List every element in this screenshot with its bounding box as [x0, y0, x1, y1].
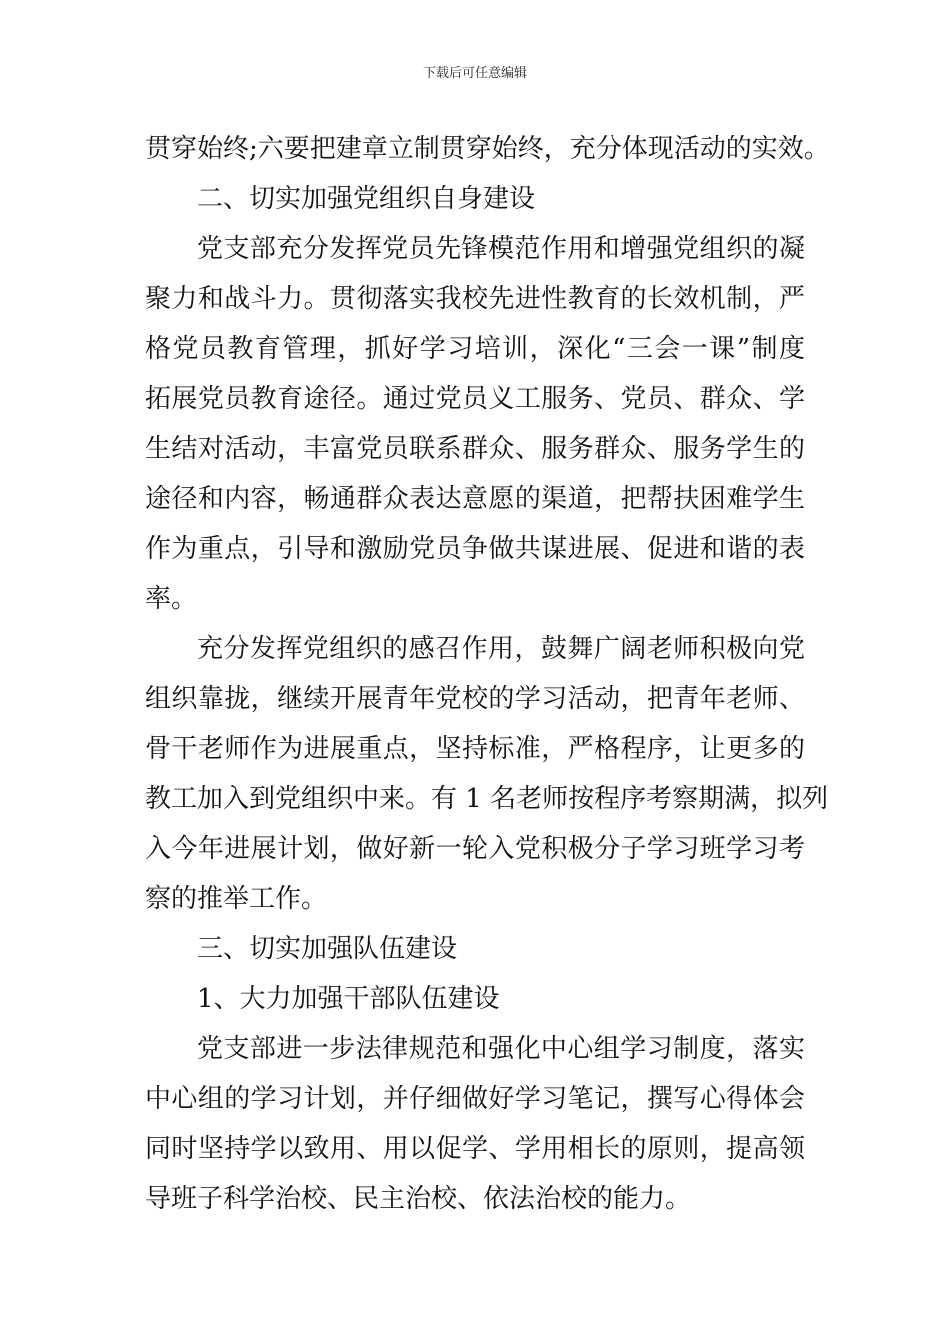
- body-line: 中心组的学习计划，并仔细做好学习笔记，撰写心得体会: [145, 1084, 805, 1114]
- body-line: 骨干老师作为进展重点，坚持标准，严格程序，让更多的: [145, 734, 805, 764]
- body-line: 途径和内容，畅通群众表达意愿的渠道，把帮扶困难学生: [145, 484, 805, 514]
- section-heading: 三、切实加强队伍建设: [197, 934, 458, 964]
- body-line: 拓展党员教育途径。通过党员义工服务、党员、群众、学: [145, 384, 805, 414]
- body-line: 教工加入到党组织中来。有 1 名老师按程序考察期满，拟列: [145, 784, 829, 814]
- body-line: 率。: [145, 584, 198, 614]
- body-line: 察的推举工作。: [145, 884, 328, 914]
- body-line: 充分发挥党组织的感召作用，鼓舞广阔老师积极向党: [197, 634, 805, 664]
- body-line: 入今年进展计划，做好新一轮入党积极分子学习班学习考: [145, 834, 805, 864]
- body-line: 格党员教育管理，抓好学习培训，深化“三会一课”制度: [145, 334, 805, 364]
- body-line: 贯穿始终;六要把建章立制贯穿始终，充分体现活动的实效。: [145, 134, 830, 164]
- body-line: 党支部充分发挥党员先锋模范作用和增强党组织的凝: [197, 234, 805, 264]
- body-line: 组织靠拢，继续开展青年党校的学习活动，把青年老师、: [145, 684, 805, 714]
- body-line: 同时坚持学以致用、用以促学、学用相长的原则，提高领: [145, 1134, 805, 1164]
- body-line: 党支部进一步法律规范和强化中心组学习制度，落实: [197, 1034, 805, 1064]
- document-body: [145, 124, 830, 1224]
- body-line: 作为重点，引导和激励党员争做共谋进展、促进和谐的表: [145, 534, 805, 564]
- section-heading: 二、切实加强党组织自身建设: [197, 184, 536, 214]
- page-header: 下载后可任意编辑: [422, 66, 527, 81]
- body-line: 生结对活动，丰富党员联系群众、服务群众、服务学生的: [145, 434, 805, 464]
- body-line: 导班子科学治校、民主治校、依法治校的能力。: [145, 1184, 692, 1214]
- body-line: 聚力和战斗力。贯彻落实我校先进性教育的长效机制，严: [145, 284, 805, 314]
- subsection-heading: 1、大力加强干部队伍建设: [197, 984, 500, 1014]
